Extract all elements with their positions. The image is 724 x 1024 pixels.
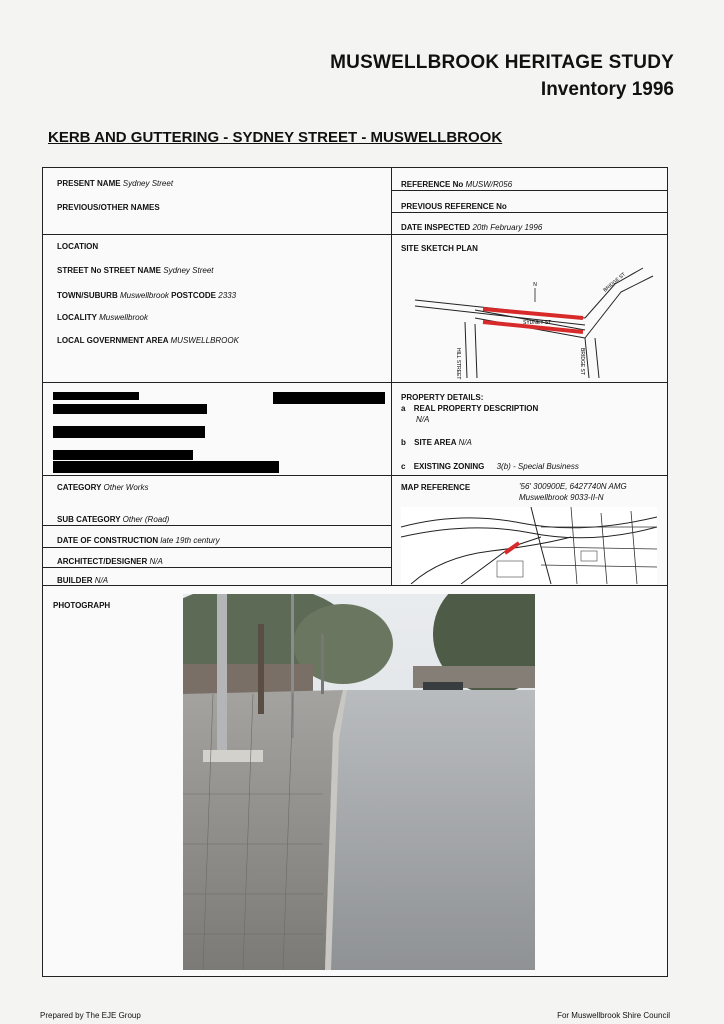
street-label: STREET No STREET NAME — [57, 266, 162, 275]
location-label: LOCATION — [57, 242, 99, 251]
present-name-label: PRESENT NAME — [57, 179, 121, 188]
sketch-label-sydney: SYDNEY ST — [523, 320, 552, 326]
previous-reference-label: PREVIOUS REFERENCE No — [401, 202, 507, 211]
date-construction-field — [57, 536, 220, 545]
map-ref-line1: '56' 300900E, 6427740N AMG — [519, 482, 627, 491]
study-title: MUSWELLBROOK HERITAGE STUDY — [330, 52, 674, 73]
site-area-value: N/A — [458, 438, 472, 447]
date-inspected-value: 20th February 1996 — [472, 223, 543, 232]
locality-value: Muswellbrook — [99, 313, 148, 322]
redacted-block — [53, 404, 207, 414]
site-area-label: SITE AREA — [414, 438, 457, 447]
lga-field — [57, 336, 239, 345]
present-name-field — [57, 179, 173, 188]
footer-left: Prepared by The EJE Group — [40, 1011, 141, 1020]
date-construction-label: DATE OF CONSTRUCTION — [57, 536, 159, 545]
architect-value: N/A — [149, 557, 163, 566]
list-marker: b — [401, 438, 406, 447]
town-label: TOWN/SUBURB — [57, 291, 118, 300]
date-inspected-field — [401, 223, 542, 232]
list-marker: a — [401, 404, 406, 413]
map-ref-label: MAP REFERENCE — [401, 483, 471, 492]
architect-label: ARCHITECT/DESIGNER — [57, 557, 148, 566]
postcode-label: POSTCODE — [171, 291, 217, 300]
redacted-block — [53, 461, 279, 473]
zoning-value: 3(b) - Special Business — [496, 462, 579, 471]
category-field — [57, 483, 148, 492]
locality-field — [57, 313, 148, 322]
street-value: Sydney Street — [163, 266, 214, 275]
zoning-label: EXISTING ZONING — [413, 462, 485, 471]
category-label: CATEGORY — [57, 483, 102, 492]
redacted-block — [53, 450, 193, 460]
locality-label: LOCALITY — [57, 313, 97, 322]
postcode-value: 2333 — [218, 291, 237, 300]
town-field — [57, 291, 236, 300]
lga-label: LOCAL GOVERNMENT AREA — [57, 336, 169, 345]
sketch-label-other: BRIDGE ST — [579, 348, 585, 375]
redacted-block — [53, 392, 139, 400]
sub-category-field — [57, 515, 169, 524]
sub-category-label: SUB CATEGORY — [57, 515, 121, 524]
property-details-label: PROPERTY DETAILS: — [401, 393, 484, 402]
reference-value: MUSW/R056 — [465, 180, 513, 189]
date-construction-value: late 19th century — [160, 536, 220, 545]
site-area-field — [401, 438, 472, 447]
category-value: Other Works — [103, 483, 149, 492]
real-property-value: N/A — [416, 415, 430, 424]
present-name-value: Sydney Street — [122, 179, 174, 188]
sketch-label-bridge: BRIDGE ST — [602, 271, 627, 294]
redacted-block — [273, 392, 385, 404]
zoning-field — [401, 462, 579, 471]
sub-category-value: Other (Road) — [122, 515, 170, 524]
item-title: KERB AND GUTTERING - SYDNEY STREET - MUSWELLBROOK — [48, 129, 503, 146]
builder-field — [57, 576, 108, 585]
sketch-label-hill: HILL STREET — [455, 348, 461, 380]
lga-value: MUSWELLBROOK — [170, 336, 239, 345]
inventory-year: Inventory 1996 — [540, 79, 674, 100]
svg-text:N: N — [533, 282, 537, 288]
reference-label: REFERENCE No — [401, 180, 464, 189]
location-map — [401, 507, 657, 584]
street-photograph — [183, 594, 535, 970]
inventory-form — [42, 167, 668, 977]
builder-value: N/A — [94, 576, 109, 585]
footer-right: For Muswellbrook Shire Council — [557, 1011, 670, 1020]
previous-names-label: PREVIOUS/OTHER NAMES — [57, 203, 160, 212]
date-inspected-label: DATE INSPECTED — [401, 223, 471, 232]
street-field — [57, 266, 214, 275]
real-property-label: REAL PROPERTY DESCRIPTION — [413, 404, 539, 413]
site-sketch-plan — [395, 252, 665, 380]
list-marker: c — [401, 462, 406, 471]
site-sketch-label: SITE SKETCH PLAN — [401, 244, 478, 253]
reference-field — [401, 180, 512, 189]
map-ref-line2: Muswellbrook 9033-II-N — [519, 493, 604, 502]
real-property-field — [401, 404, 538, 413]
architect-field — [57, 557, 163, 566]
town-value: Muswellbrook — [119, 291, 169, 300]
photograph-label: PHOTOGRAPH — [53, 601, 111, 610]
redacted-block — [53, 426, 205, 438]
builder-label: BUILDER — [57, 576, 93, 585]
